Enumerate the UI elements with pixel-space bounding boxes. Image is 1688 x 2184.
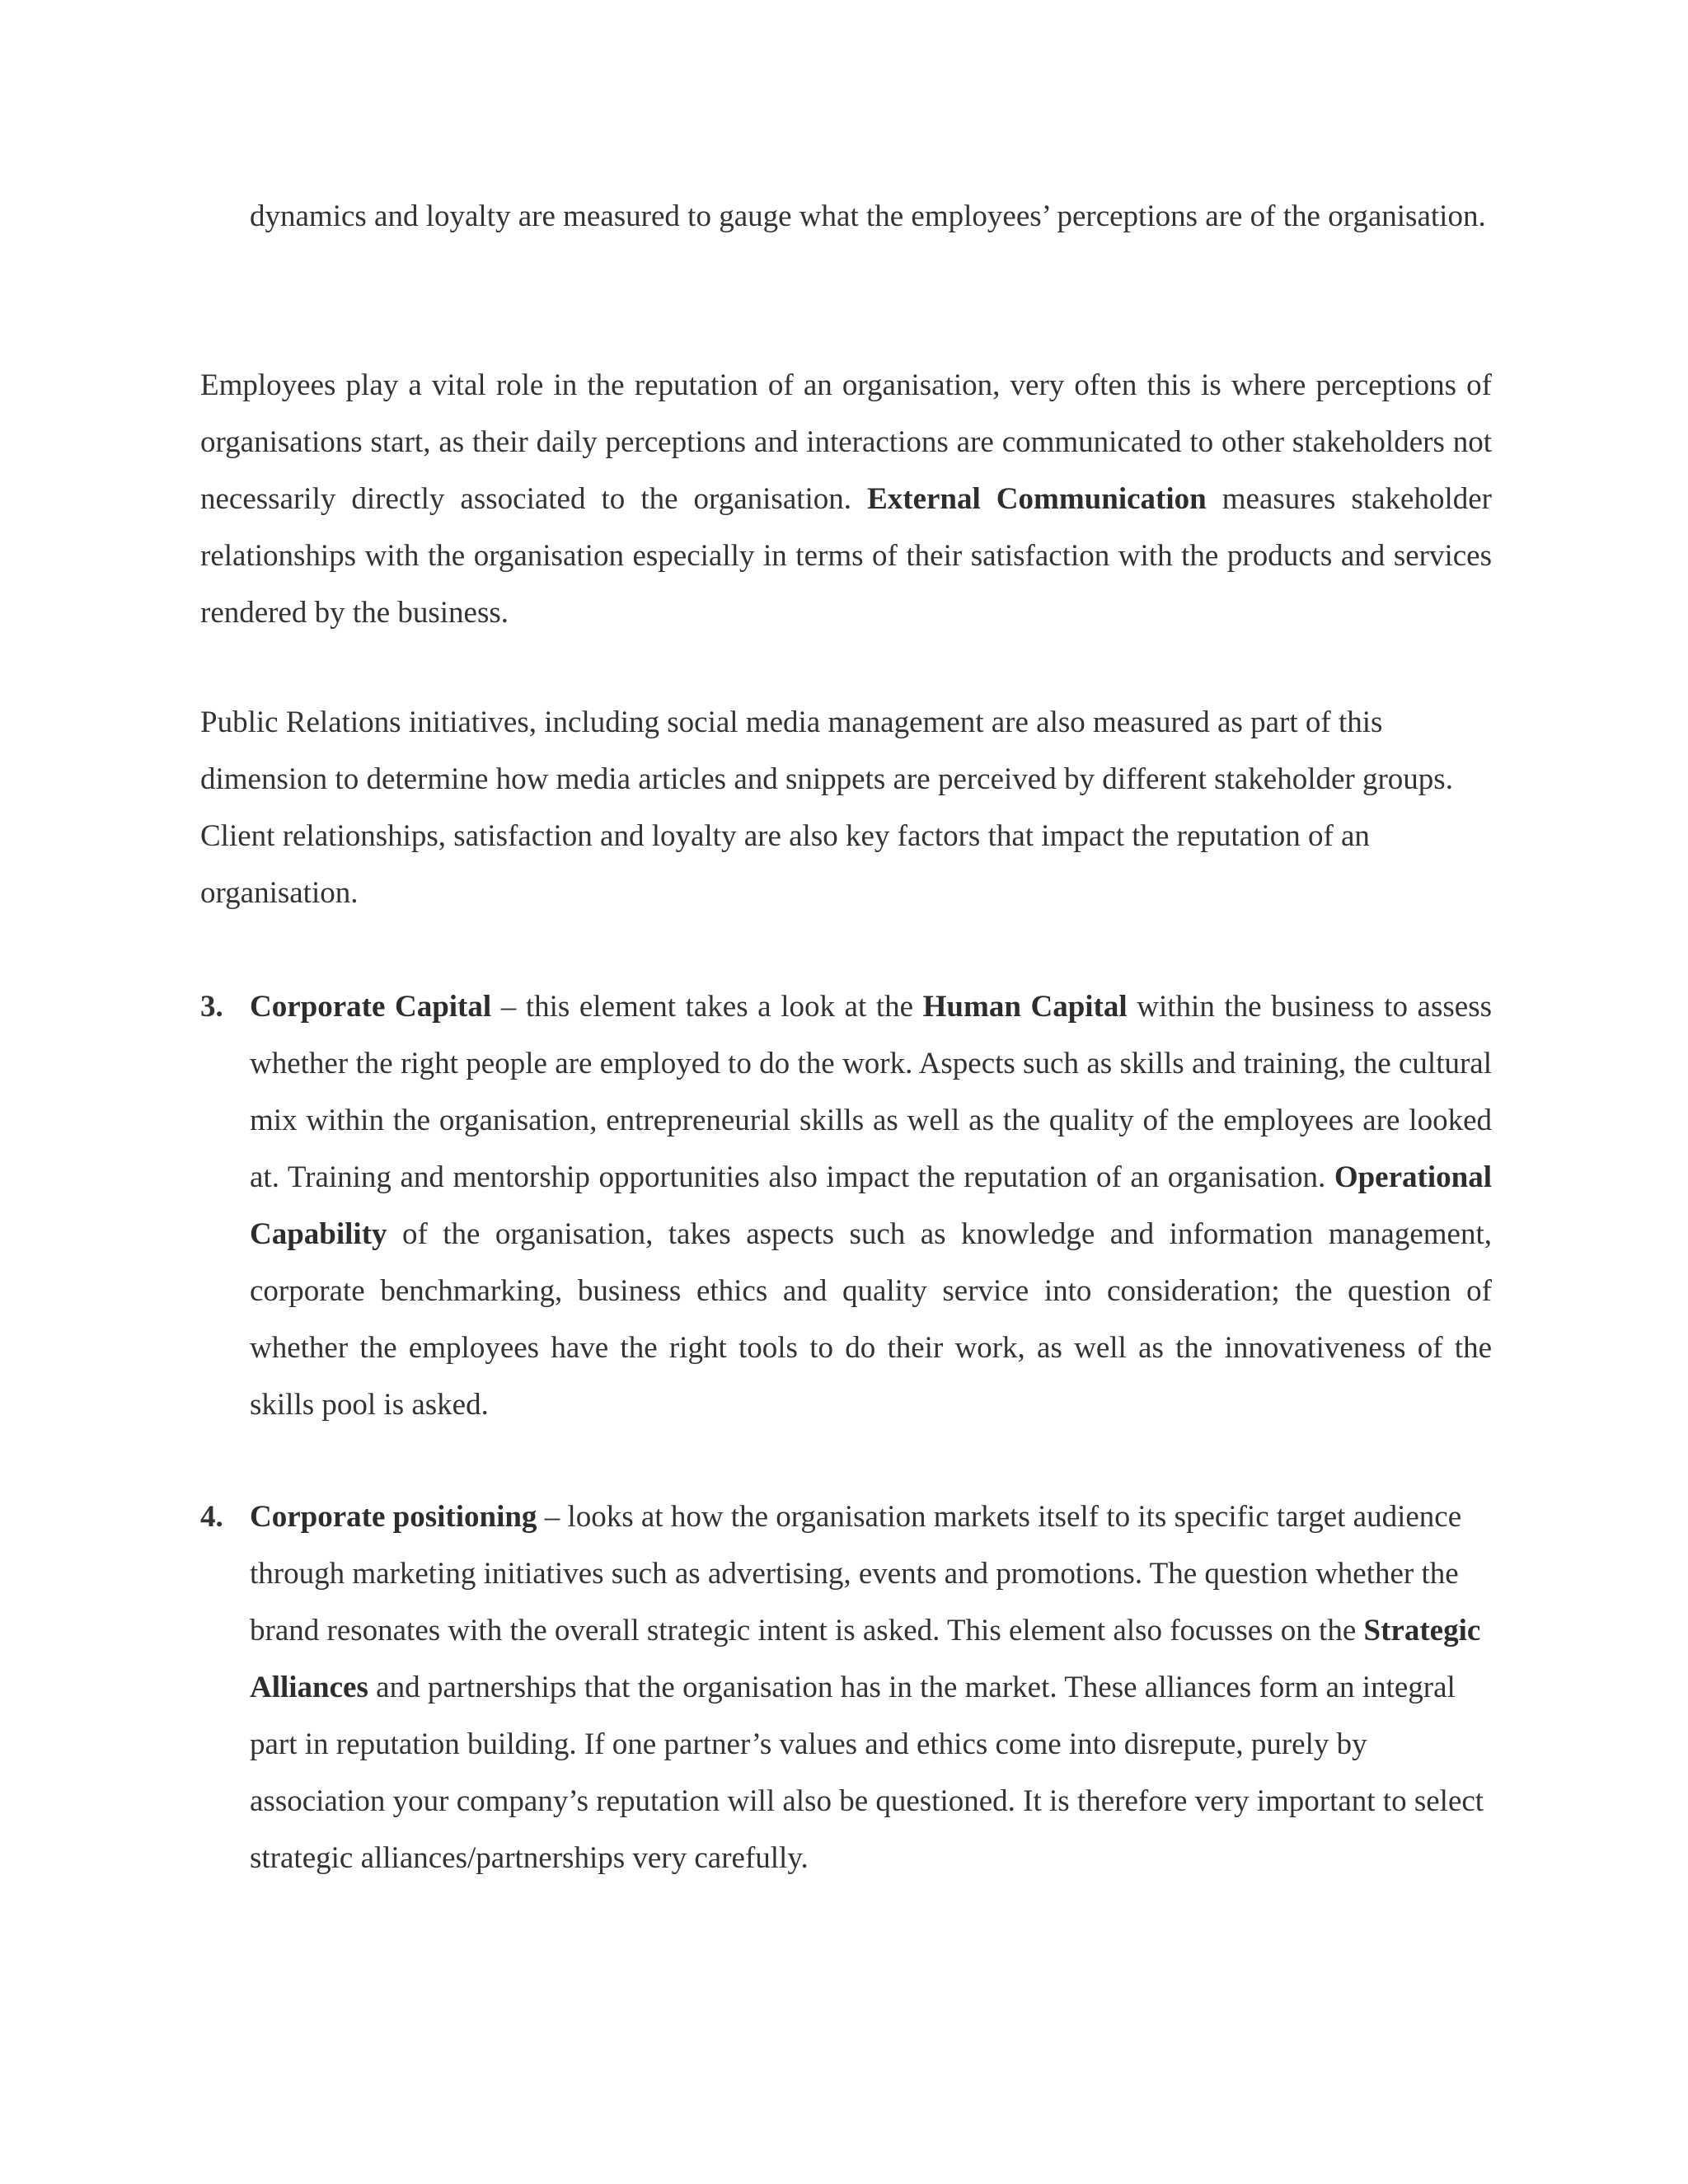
employees-text-before: Employees play a vital role in the reputation of an organisation, very often this is where perceptions of organisations start, as their daily perceptions and interactions are communicated to other stakeholders not necessarily directly associated to the organisation. (200, 368, 1492, 516)
list-item-corporate-positioning (200, 1488, 1492, 1886)
continuation-paragraph (250, 188, 1492, 245)
employees-paragraph (200, 357, 1492, 641)
employees-text-after: measures stakeholder relationships with the organisation especially in terms of their satisfaction with the products and services rendered by the business. (200, 482, 1492, 630)
strategic-alliances-term: Strategic Alliances (250, 1614, 1481, 1704)
list-item-corporate-capital (200, 978, 1492, 1433)
external-communication-term: External Communication (867, 482, 1207, 516)
operational-capability-term: Operational Capability (250, 1160, 1492, 1251)
human-capital-term: Human Capital (922, 990, 1128, 1024)
corporate-capital-text-3: of the organisation, takes aspects such as knowledge and information management, corporate benchmarking, business ethics and quality service into consideration; the question of whether the employees have the right tools to do their work, as well as the innovativeness of the skills pool is asked. (250, 1217, 1492, 1422)
corporate-capital-text-1: – this element takes a look at the (491, 990, 923, 1024)
list-number: 4. (200, 1500, 223, 1534)
public-relations-text: Public Relations initiatives, including social media management are also measured as part of this dimension to determine how media articles and snippets are perceived by different stakeholder groups. Client relationships, satisfaction and loyalty are also key factors that impact the reputation of an organisation. (200, 705, 1453, 910)
corporate-capital-title: Corporate Capital (250, 990, 492, 1024)
corporate-positioning-text-1: – looks at how the organisation markets itself to its specific target audience through marketing initiatives such as advertising, events and promotions. The question whether the brand resonates with the overall strategic intent is asked. This element also focusses on the (250, 1500, 1462, 1647)
list-number: 3. (200, 990, 223, 1024)
public-relations-paragraph (200, 694, 1492, 921)
corporate-positioning-title: Corporate positioning (250, 1500, 537, 1534)
corporate-capital-text-2: within the business to assess whether the right people are employed to do the work. Aspects such as skills and training, the cultural mix within the organisation, entrepreneurial skills as well as the quality of the employees are looked at. Training and mentorship opportunities also impact the reputation of an organisation. (250, 990, 1492, 1194)
continuation-text: dynamics and loyalty are measured to gauge what the employees’ perceptions are of the organisation. (250, 199, 1486, 233)
corporate-positioning-text-2: and partnerships that the organisation has in the market. These alliances form an integral part in reputation building. If one partner’s values and ethics come into disrepute, purely by association your company’s reputation will also be questioned. It is therefore very important to select strategic alliances/partnerships very carefully. (250, 1671, 1484, 1875)
